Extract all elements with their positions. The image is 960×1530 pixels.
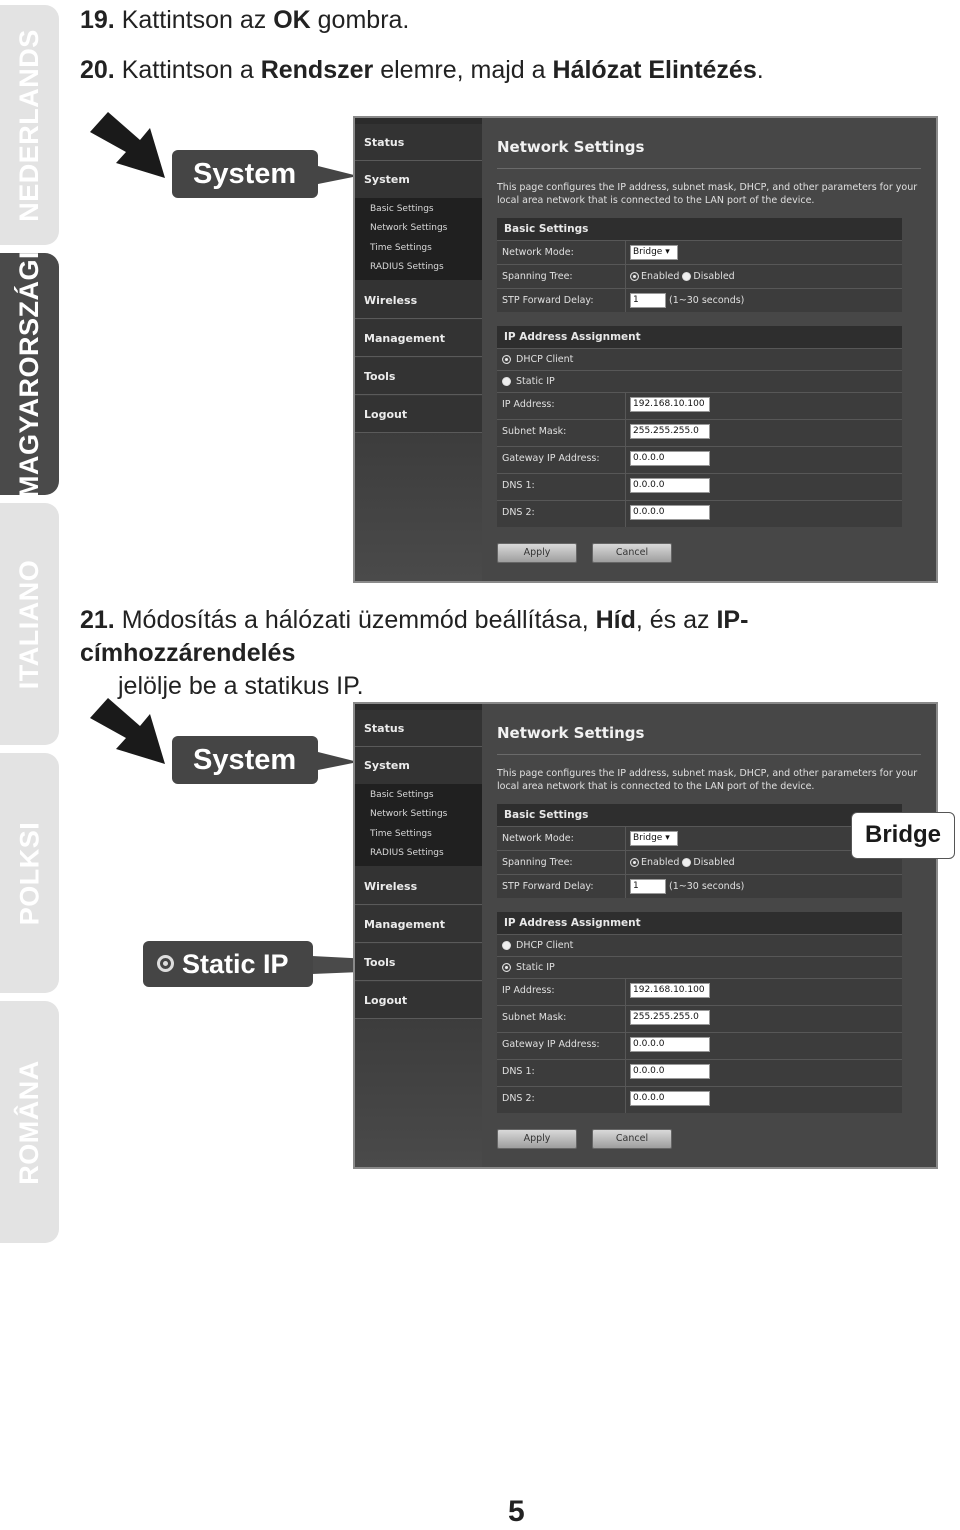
nav-radius-settings[interactable]: RADIUS Settings [370,262,444,272]
enabled-radio[interactable] [630,858,639,867]
dns2-row: DNS 2: 0.0.0.0 [497,500,902,527]
cancel-button[interactable]: Cancel [592,1129,672,1149]
disabled-radio[interactable] [682,272,691,281]
static-ip-row: Static IP [497,956,902,978]
nav-wireless[interactable]: Wireless [355,868,482,905]
subnet-row: Subnet Mask: 255.255.255.0 [497,1005,902,1032]
nav-logout[interactable]: Logout [355,396,482,433]
ip-address-row: IP Address: 192.168.10.100 [497,392,902,419]
ip-address-input[interactable]: 192.168.10.100 [630,397,710,412]
static-ip-row: Static IP [497,370,902,392]
dhcp-radio[interactable] [502,355,511,364]
enabled-radio[interactable] [630,272,639,281]
disabled-radio[interactable] [682,858,691,867]
nav-management[interactable]: Management [355,906,482,943]
nav-status[interactable]: Status [355,710,482,747]
lang-tab-label: ITALIANO [14,559,45,689]
dns1-input[interactable]: 0.0.0.0 [630,478,710,493]
callout-pointer [318,752,358,770]
router-screenshot-2 [353,702,938,1169]
spanning-tree-row: Spanning Tree: Enabled Disabled [497,264,902,288]
subnet-mask-input[interactable]: 255.255.255.0 [630,1010,710,1025]
page-title: Network Settings [497,724,645,742]
dns2-row: DNS 2: 0.0.0.0 [497,1086,902,1113]
basic-settings-header: Basic Settings [497,218,902,240]
step-19: 19. Kattintson az OK gombra. [80,6,410,34]
lang-tab-label: MAGYARORSZÁGI [14,250,44,498]
static-ip-callout: Static IP [143,941,313,987]
network-mode-row: Network Mode: Bridge ▾ [497,240,902,264]
nav-time-settings[interactable]: Time Settings [370,243,432,253]
page-number: 5 [508,1495,525,1528]
dns1-input[interactable]: 0.0.0.0 [630,1064,710,1079]
nav-system[interactable]: System [355,747,482,784]
nav-management[interactable]: Management [355,320,482,357]
dns2-input[interactable]: 0.0.0.0 [630,1091,710,1106]
step-21: 21. Módosítás a hálózati üzemmód beállítása, Híd, és az IP-címhozzárendelés jelölje be a statikus IP. [80,606,749,700]
apply-button[interactable]: Apply [497,1129,577,1149]
system-callout-1: System [172,150,318,198]
gateway-input[interactable]: 0.0.0.0 [630,1037,710,1052]
sidebar-nav [355,118,482,581]
sidebar-nav [355,704,482,1167]
router-screenshot-1 [353,116,938,583]
system-callout-2: System [172,736,318,784]
network-mode-select[interactable]: Bridge ▾ [630,245,678,260]
spanning-tree-row: Spanning Tree: Enabled Disabled [497,850,902,874]
subnet-row: Subnet Mask: 255.255.255.0 [497,419,902,446]
nav-time-settings[interactable]: Time Settings [370,829,432,839]
stp-input[interactable]: 1 [630,879,666,894]
step-20: 20. Kattintson a Rendszer elemre, majd a Hálózat Elintézés. [80,56,764,84]
nav-network-settings[interactable]: Network Settings [370,223,448,233]
ip-assignment-header: IP Address Assignment [497,912,902,934]
dns2-input[interactable]: 0.0.0.0 [630,505,710,520]
nav-basic-settings[interactable]: Basic Settings [370,204,434,214]
nav-tools[interactable]: Tools [355,944,482,981]
dhcp-row: DHCP Client [497,348,902,370]
lang-tab-label: ROMÂNA [14,1059,44,1185]
bridge-callout: Bridge [851,812,955,859]
dns1-row: DNS 1: 0.0.0.0 [497,473,902,500]
dhcp-row: DHCP Client [497,934,902,956]
dhcp-radio[interactable] [502,941,511,950]
stp-row: STP Forward Delay: 1 (1~30 seconds) [497,874,902,898]
submenu [355,198,482,280]
cancel-button[interactable]: Cancel [592,543,672,563]
gateway-row: Gateway IP Address: 0.0.0.0 [497,446,902,473]
lang-tab-label: POLKSI [14,821,45,925]
gateway-input[interactable]: 0.0.0.0 [630,451,710,466]
static-ip-radio[interactable] [502,377,511,386]
static-ip-radio[interactable] [502,963,511,972]
subnet-mask-input[interactable]: 255.255.255.0 [630,424,710,439]
ip-address-input[interactable]: 192.168.10.100 [630,983,710,998]
basic-settings-header: Basic Settings [497,804,902,826]
submenu [355,784,482,866]
page-description: This page configures the IP address, subnet mask, DHCP, and other parameters for your local area network that is connected to the LAN port of the device. [497,768,918,792]
arrow-icon [90,698,165,764]
arrow-icon [90,112,165,178]
nav-tools[interactable]: Tools [355,358,482,395]
nav-basic-settings[interactable]: Basic Settings [370,790,434,800]
apply-button[interactable]: Apply [497,543,577,563]
radio-icon [157,955,174,972]
callout-pointer [318,166,358,184]
dns1-row: DNS 1: 0.0.0.0 [497,1059,902,1086]
nav-radius-settings[interactable]: RADIUS Settings [370,848,444,858]
stp-input[interactable]: 1 [630,293,666,308]
nav-wireless[interactable]: Wireless [355,282,482,319]
network-mode-row: Network Mode: Bridge ▾ [497,826,902,850]
page-title: Network Settings [497,138,645,156]
ip-address-row: IP Address: 192.168.10.100 [497,978,902,1005]
nav-logout[interactable]: Logout [355,982,482,1019]
nav-network-settings[interactable]: Network Settings [370,809,448,819]
network-mode-select[interactable]: Bridge ▾ [630,831,678,846]
content-pane [482,118,936,581]
gateway-row: Gateway IP Address: 0.0.0.0 [497,1032,902,1059]
stp-row: STP Forward Delay: 1 (1~30 seconds) [497,288,902,312]
ip-assignment-header: IP Address Assignment [497,326,902,348]
content-pane [482,704,936,1167]
page-description: This page configures the IP address, subnet mask, DHCP, and other parameters for your local area network that is connected to the LAN port of the device. [497,182,918,206]
nav-status[interactable]: Status [355,124,482,161]
nav-system[interactable]: System [355,161,482,198]
lang-tab-label: NEDERLANDS [14,28,45,222]
